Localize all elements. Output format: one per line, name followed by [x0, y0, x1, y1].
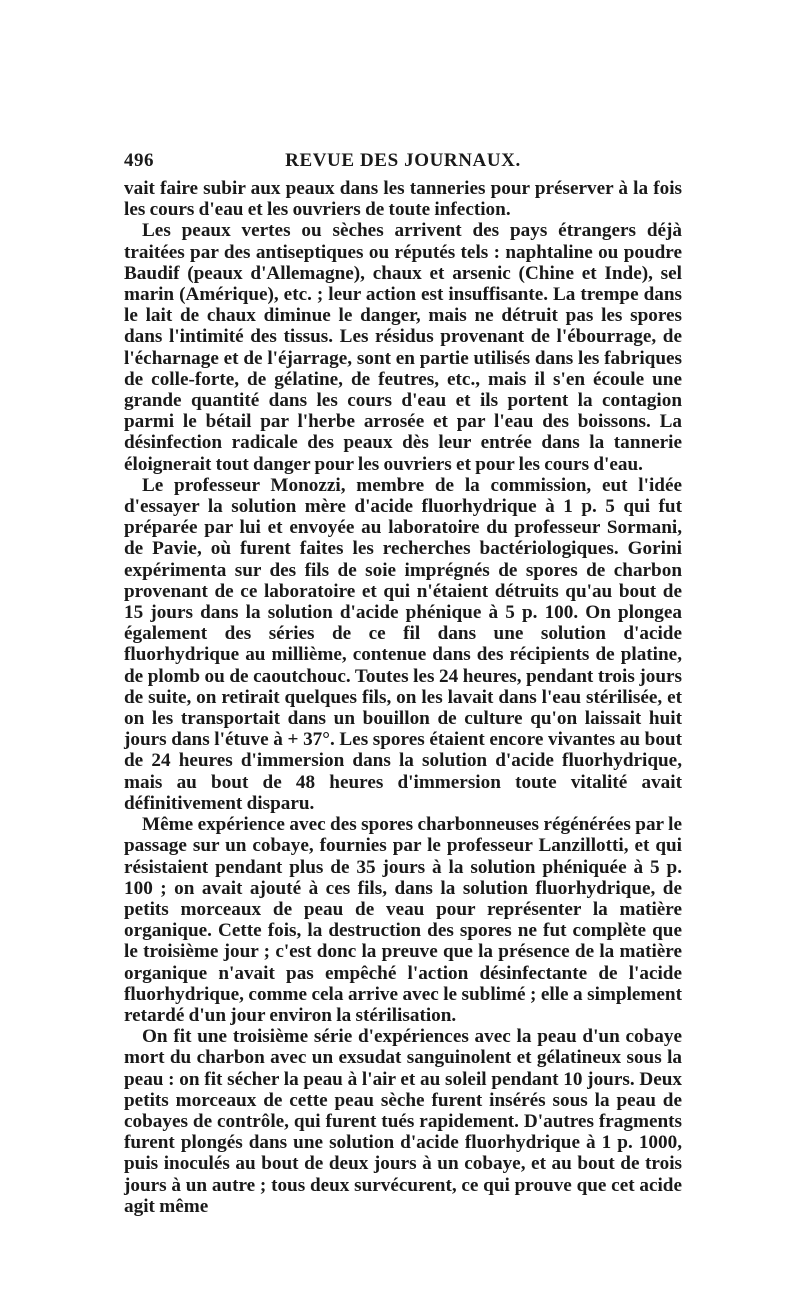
- paragraph-third-series: On fit une troisième série d'expériences avec la peau d'un cobaye mort du charbon avec un exsudat sanguinolent et gélatineux sous la peau : on fit sécher la peau à l'air et au soleil pendant 10 jours. Deux petits morceaux de cette peau sèche furent insérés sous la peau de cobayes de contrôle, qui furent tués rapidement. D'autres fragments furent plongés dans une solution d'acide fluorhydrique à 1 p. 1000, puis inoculés au bout de deux jours à un cobaye, et au bout de trois jours à un autre ; tous deux survécurent, ce qui prouve que cet acide agit même: [124, 1026, 682, 1217]
- paragraph-continued: vait faire subir aux peaux dans les tanneries pour préserver à la fois les cours d'eau et les ouvriers de toute infection.: [124, 178, 682, 221]
- journal-title: REVUE DES JOURNAUX.: [285, 150, 521, 171]
- running-head: [124, 150, 682, 174]
- paragraph-imported-hides: Les peaux vertes ou sèches arrivent des pays étrangers déjà traitées par des antiseptiques ou réputés tels : naphtaline ou poudre Baudif (peaux d'Allemagne), chaux et arsenic (Chine et Inde), sel marin (Amérique), etc. ; leur action est insuffisante. La trempe dans le lait de chaux diminue le danger, mais ne détruit pas les spores dans l'intimité des tissus. Les résidus provenant de l'ébourrage, de l'écharnage et de l'éjarrage, sont en partie utilisés dans les fabriques de colle-forte, de gélatine, de feutres, etc., mais il s'en écoule une grande quantité dans les cours d'eau et ils portent la contagion parmi le bétail par l'herbe arrosée et par l'eau des boissons. La désinfection radicale des peaux dès leur entrée dans la tannerie éloignerait tout danger pour les ouvriers et pour les cours d'eau.: [124, 220, 682, 475]
- paragraph-monozzi-experiment: Le professeur Monozzi, membre de la commission, eut l'idée d'essayer la solution mère d'acide fluorhydrique à 1 p. 5 qui fut préparée par lui et envoyée au laboratoire du professeur Sormani, de Pavie, où furent faites les recherches bactériologiques. Gorini expérimenta sur des fils de soie imprégnés de spores de charbon provenant de ce laboratoire et qui n'étaient détruits qu'au bout de 15 jours dans la solution d'acide phénique à 5 p. 100. On plongea également des séries de ce fil dans une solution d'acide fluorhydrique au millième, contenue dans des récipients de platine, de plomb ou de caoutchouc. Toutes les 24 heures, pendant trois jours de suite, on retirait quelques fils, on les lavait dans l'eau stérilisée, et on les transportait dans un bouillon de culture qu'on laissait huit jours dans l'étuve à + 37°. Les spores étaient encore vivantes au bout de 24 heures d'immersion dans la solution d'acide fluorhydrique, mais au bout de 48 heures d'immersion toute vitalité avait définitivement disparu.: [124, 474, 682, 814]
- book-page: [124, 150, 682, 1217]
- article-body: [124, 178, 682, 1217]
- page-number: 496: [124, 150, 154, 171]
- paragraph-regenerated-spores: Même expérience avec des spores charbonneuses régénérées par le passage sur un cobaye, fournies par le professeur Lanzillotti, et qui résistaient pendant plus de 35 jours à la solution phéniquée à 5 p. 100 ; on avait ajouté à ces fils, dans la solution fluorhydrique, de petits morceaux de peau de veau pour représenter la matière organique. Cette fois, la destruction des spores ne fut complète que le troisième jour ; c'est donc la preuve que la présence de la matière organique n'avait pas empêché l'action désinfectante de l'acide fluorhydrique, comme cela arrive avec le sublimé ; elle a simplement retardé d'un jour environ la stérilisation.: [124, 814, 682, 1026]
